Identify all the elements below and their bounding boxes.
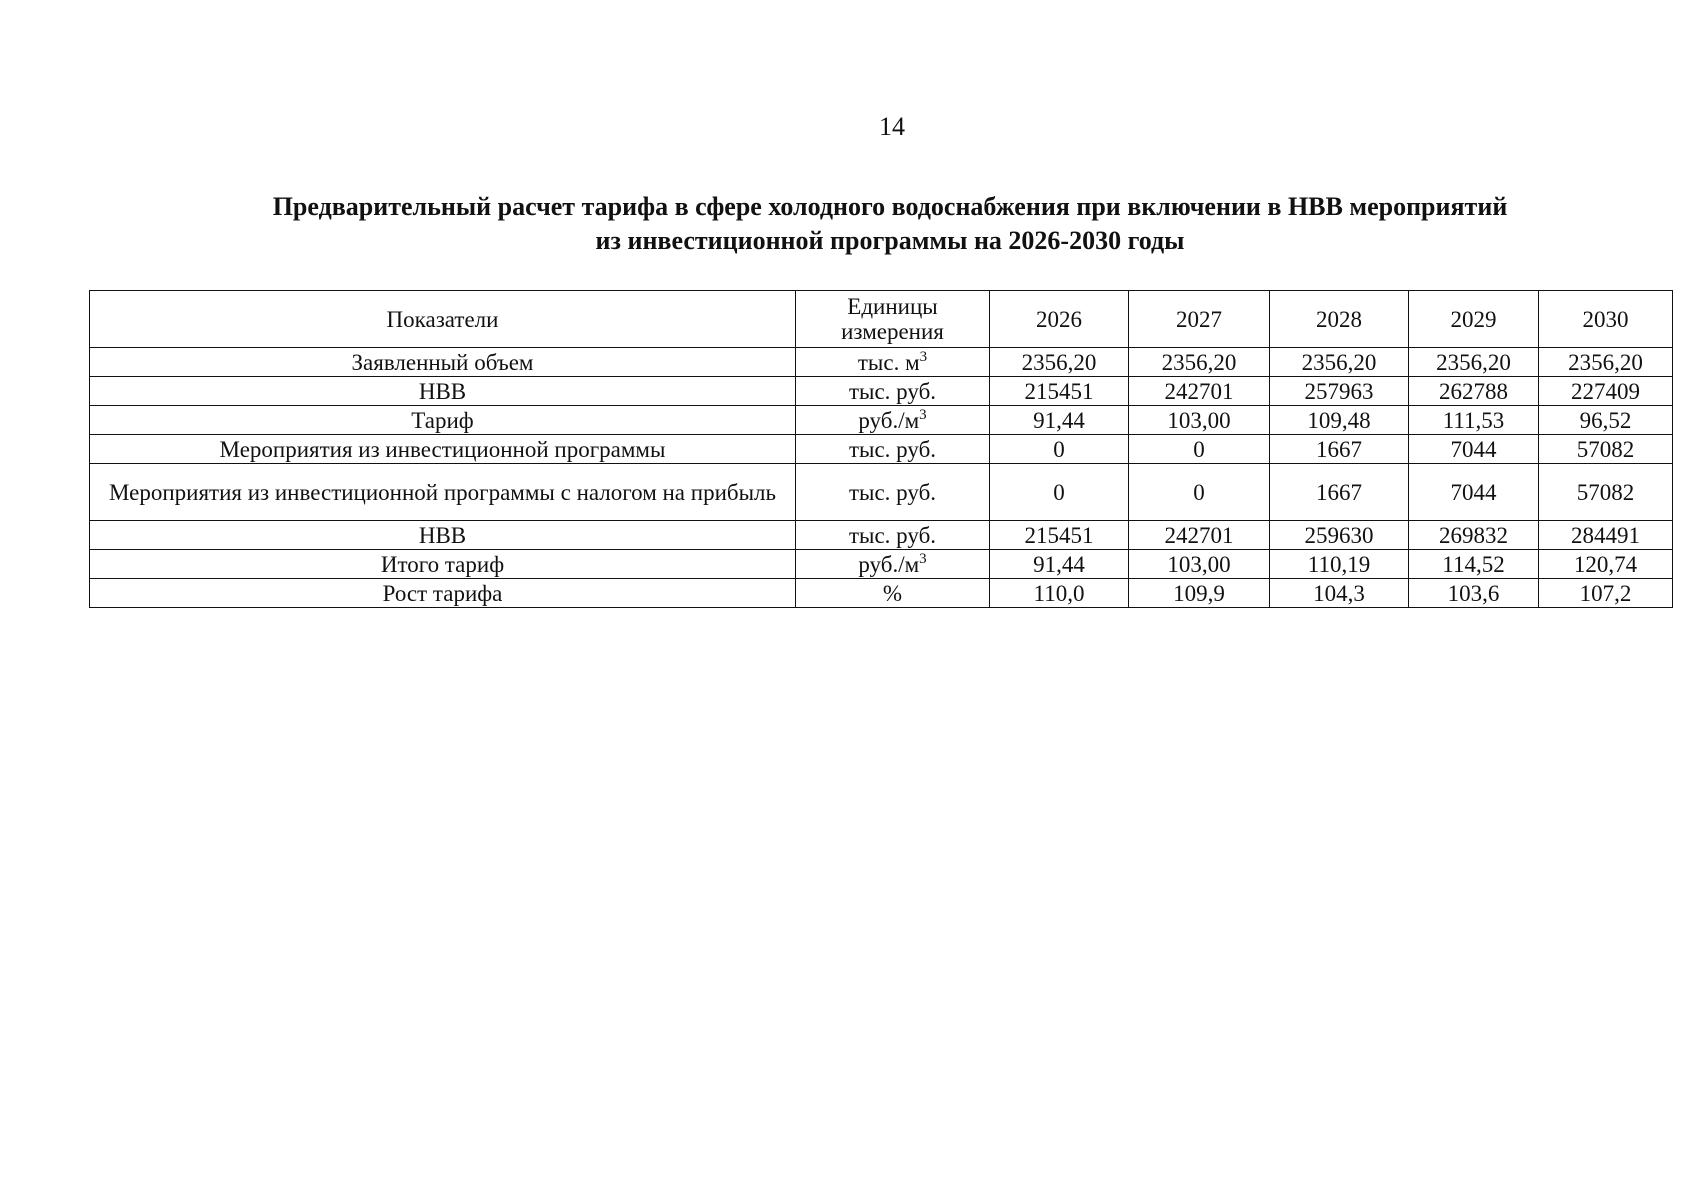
cell-value: 269832 <box>1409 521 1539 550</box>
cell-value: 2356,20 <box>1129 348 1270 377</box>
cell-value: 242701 <box>1129 377 1270 406</box>
cell-value: 111,53 <box>1409 406 1539 435</box>
row-indicator: Мероприятия из инвестиционной программы <box>90 435 796 464</box>
row-indicator: НВВ <box>90 377 796 406</box>
page-number: 14 <box>879 112 905 141</box>
header-year: 2027 <box>1129 291 1270 348</box>
row-indicator: Заявленный объем <box>90 348 796 377</box>
document-title <box>150 190 1630 258</box>
row-unit: тыс. $м^3$ <box>796 348 990 377</box>
cell-value: 0 <box>1129 464 1270 521</box>
document-title-line-2: из инвестиционной программы на 2026-2030 годы <box>595 226 1185 255</box>
table-row <box>90 521 1673 550</box>
cell-value: 2356,20 <box>1539 348 1673 377</box>
header-year: 2026 <box>990 291 1129 348</box>
cell-value: 109,48 <box>1270 406 1409 435</box>
table-row <box>90 406 1673 435</box>
cell-value: 2356,20 <box>1270 348 1409 377</box>
cell-value: 1667 <box>1270 435 1409 464</box>
cell-value: 103,6 <box>1409 579 1539 608</box>
cell-value: 259630 <box>1270 521 1409 550</box>
header-year: 2030 <box>1539 291 1673 348</box>
cell-value: 114,52 <box>1409 550 1539 579</box>
header-year: 2028 <box>1270 291 1409 348</box>
row-indicator: Мероприятия из инвестиционной программы с налогом на прибыль <box>90 464 796 521</box>
row-indicator: Рост тарифа <box>90 579 796 608</box>
row-unit: тыс. руб. <box>796 377 990 406</box>
row-indicator: НВВ <box>90 521 796 550</box>
row-indicator: Тариф <box>90 406 796 435</box>
cell-value: 7044 <box>1409 464 1539 521</box>
cell-value: 110,0 <box>990 579 1129 608</box>
cell-value: 242701 <box>1129 521 1270 550</box>
row-unit: тыс. руб. <box>796 521 990 550</box>
cell-value: 109,9 <box>1129 579 1270 608</box>
cell-value: 227409 <box>1539 377 1673 406</box>
cell-value: 103,00 <box>1129 550 1270 579</box>
cell-value: 0 <box>990 435 1129 464</box>
cell-value: 103,00 <box>1129 406 1270 435</box>
cell-value: 7044 <box>1409 435 1539 464</box>
cell-value: 1667 <box>1270 464 1409 521</box>
cell-value: 57082 <box>1539 464 1673 521</box>
cell-value: 104,3 <box>1270 579 1409 608</box>
table-row <box>90 435 1673 464</box>
cell-value: 91,44 <box>990 406 1129 435</box>
cell-value: 2356,20 <box>990 348 1129 377</box>
cell-value: 0 <box>990 464 1129 521</box>
cell-value: 215451 <box>990 521 1129 550</box>
row-unit: тыс. руб. <box>796 435 990 464</box>
table-row <box>90 377 1673 406</box>
table-row <box>90 348 1673 377</box>
row-unit: тыс. руб. <box>796 464 990 521</box>
row-unit: % <box>796 579 990 608</box>
cell-value: 107,2 <box>1539 579 1673 608</box>
document-title-line-1: Предварительный расчет тарифа в сфере холодного водоснабжения при включении в НВВ мероприятий <box>272 192 1508 221</box>
cell-value: 262788 <box>1409 377 1539 406</box>
row-indicator: Итого тариф <box>90 550 796 579</box>
header-unit: Единицы измерения <box>796 291 990 348</box>
row-unit: $руб./м^3$ <box>796 550 990 579</box>
cell-value: 284491 <box>1539 521 1673 550</box>
cell-value: 96,52 <box>1539 406 1673 435</box>
cell-value: 0 <box>1129 435 1270 464</box>
cell-value: 120,74 <box>1539 550 1673 579</box>
cell-value: 110,19 <box>1270 550 1409 579</box>
tariff-table <box>89 290 1673 608</box>
cell-value: 2356,20 <box>1409 348 1539 377</box>
cell-value: 57082 <box>1539 435 1673 464</box>
cell-value: 215451 <box>990 377 1129 406</box>
header-indicator: Показатели <box>90 291 796 348</box>
table-header-row <box>90 291 1673 348</box>
table-row <box>90 550 1673 579</box>
row-unit: $руб./м^3$ <box>796 406 990 435</box>
cell-value: 91,44 <box>990 550 1129 579</box>
header-year: 2029 <box>1409 291 1539 348</box>
table-row <box>90 464 1673 521</box>
cell-value: 257963 <box>1270 377 1409 406</box>
table-row <box>90 579 1673 608</box>
